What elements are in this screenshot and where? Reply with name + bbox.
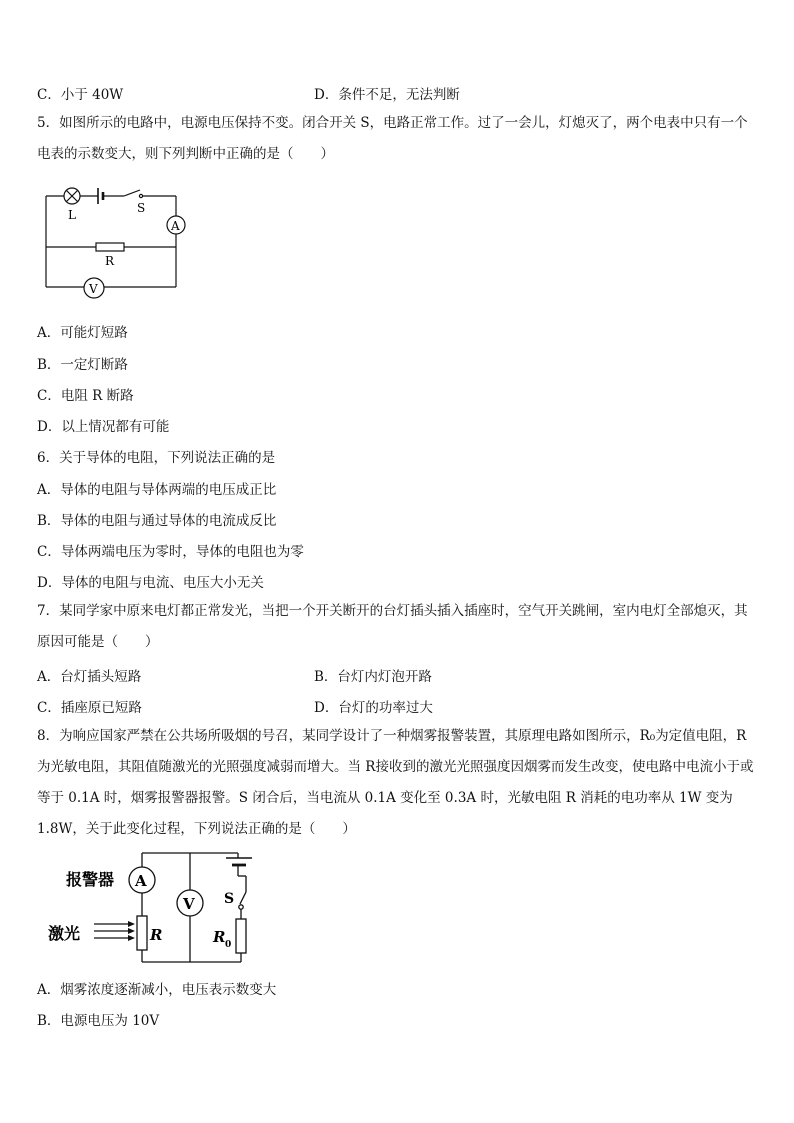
q5-ammeter-label: A	[171, 219, 180, 233]
q6-option-b: B．导体的电阻与通过导体的电流成反比	[37, 513, 277, 529]
q5-option-c: C．电阻 R 断路	[37, 388, 134, 404]
q7-option-c: C．插座原已短路	[37, 700, 142, 716]
q8-laser-label: 激光	[48, 924, 81, 943]
q6-option-c: C．导体两端电压为零时，导体的电阻也为零	[37, 544, 304, 560]
q7-option-b: B．台灯内灯泡开路	[314, 669, 432, 685]
q8-voltmeter-label: V	[183, 895, 195, 913]
q8-fixed-resistor-subscript: 0	[225, 940, 232, 950]
q6-option-d: D．导体的电阻与电流、电压大小无关	[37, 575, 264, 591]
q5-resistor-label: R	[105, 254, 115, 268]
q5-stem: 5．如图所示的电路中，电源电压保持不变。闭合开关 S，电路正常工作。过了一会儿，灯熄灭了，两个电表中只有一个电表的示数变大，则下列判断中正确的是（ ）	[37, 115, 748, 162]
q6-stem: 6．关于导体的电阻，下列说法正确的是	[37, 450, 276, 466]
q8-photoresistor-label: R	[150, 926, 163, 944]
q7-option-d: D．台灯的功率过大	[314, 700, 433, 716]
q8-stem: 8．为响应国家严禁在公共场所吸烟的号召，某同学设计了一种烟雾报警装置，其原理电路如图所示，R₀为定值电阻，R为光敏电阻，其阻值随激光的光照强度减弱而增大。当 R接收到的激光光照强度因烟雾而发生改变，使电路中电流小于或等于 0.1A 时，烟雾报警器报警。S 闭合后，当电流从 0.1A 变化至 0.3A 时，光敏电阻 R 消耗的电功率从 1W 变为 1.8W，关于此变化过程，下列说法正确的是（ ）	[37, 728, 754, 837]
q8-switch-label: S	[224, 891, 235, 907]
q7-option-a: A．台灯插头短路	[37, 669, 142, 685]
q8-option-a: A．烟雾浓度逐渐减小，电压表示数变大	[37, 982, 277, 998]
q8-alarm-label: 报警器	[66, 870, 115, 889]
q8-option-b: B．电源电压为 10V	[37, 1013, 160, 1029]
q5-option-d: D．以上情况都有可能	[37, 419, 170, 435]
q5-lamp-label: L	[68, 208, 76, 222]
q7-stem: 7．某同学家中原来电灯都正常发光，当把一个开关断开的台灯插头插入插座时，空气开关跳闸，室内电灯全部熄灭，其原因可能是（ ）	[37, 603, 748, 650]
q5-voltmeter-label: V	[89, 282, 98, 296]
q8-fixed-resistor-label: R	[213, 928, 226, 946]
q8-ammeter-label: A	[135, 872, 147, 890]
q8-circuit-diagram	[46, 848, 276, 966]
q4-option-c: C．小于 40W	[37, 87, 124, 103]
q5-option-b: B．一定灯断路	[37, 357, 128, 373]
q6-option-a: A．导体的电阻与导体两端的电压成正比	[37, 482, 277, 498]
q5-option-a: A．可能灯短路	[37, 325, 128, 341]
q4-option-d: D．条件不足，无法判断	[314, 87, 460, 103]
q5-circuit-diagram	[38, 180, 198, 305]
q5-switch-label: S	[137, 201, 146, 215]
